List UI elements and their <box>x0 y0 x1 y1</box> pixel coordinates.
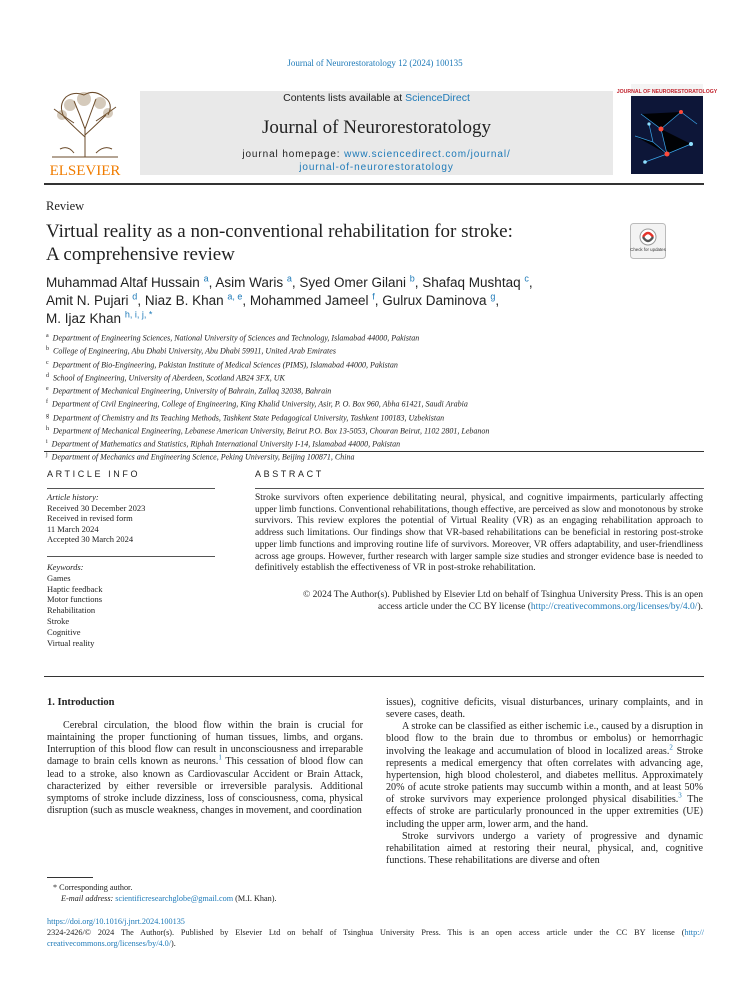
author-affiliation-marker[interactable]: c <box>524 273 529 284</box>
history-entry: 11 March 2024 <box>47 523 99 534</box>
contents-line <box>140 92 613 104</box>
affiliation-text: Department of Civil Engineering, College of Engineering, King Khalid University, Asir, P. O. Box 960, Abha 61421, Saudi Arabia <box>52 399 468 409</box>
paragraph-text: This cessation of blood flow can lead to a stroke, also known as Cardiovascular Accident or Brain Attack, characterized by either reversible or irreversible paralysis. Additional symptoms of stroke include dizziness, loss of consciousness, coma, physical disruption (such as muscle weakness, changes in movement, and coordination <box>47 756 364 817</box>
keywords-rule <box>47 556 215 557</box>
body-paragraph <box>386 721 703 830</box>
homepage-link-cont[interactable]: journal-of-neurorestoratology <box>299 162 454 173</box>
author-name[interactable]: Muhammad Altaf Hussain <box>46 275 200 290</box>
author-line <box>46 310 606 328</box>
affiliation-item <box>46 371 706 384</box>
issn-line: 2324-2426/© 2024 The Author(s). Published by Elsevier Ltd on behalf of Tsinghua University Press. This is an open access article under the CC BY license ( <box>47 928 685 937</box>
affiliation-text: Department of Engineering Sciences, National University of Sciences and Technology, Islamabad 44000, Pakistan <box>52 333 420 343</box>
journal-title: Journal of Neurorestoratology <box>262 117 491 138</box>
author-name[interactable]: Niaz B. Khan <box>144 293 224 308</box>
article-info-heading: ARTICLE INFO <box>47 469 141 479</box>
author-affiliation-marker[interactable]: a <box>203 273 209 284</box>
keywords-list <box>47 562 217 648</box>
article-title-line: Virtual reality as a non-conventional rehabilitation for stroke: <box>46 221 513 242</box>
affiliation-item <box>46 397 706 410</box>
affiliation-key: c <box>46 359 49 366</box>
author-name[interactable]: Asim Waris <box>215 275 284 290</box>
keyword: Cognitive <box>47 626 81 637</box>
abstract-copyright <box>255 590 703 613</box>
citation-link[interactable]: 1 <box>218 754 222 763</box>
affiliations-list <box>46 331 706 464</box>
abstract-heading: ABSTRACT <box>255 469 324 479</box>
author-name[interactable]: Gulrux Daminova <box>382 293 487 308</box>
affiliation-key: f <box>46 399 48 406</box>
affiliation-item <box>46 450 706 463</box>
footer-license-link-cont[interactable]: creativecommons.org/licenses/by/4.0/ <box>47 939 171 948</box>
keyword: Virtual reality <box>47 637 95 648</box>
affiliation-item <box>46 331 706 344</box>
citation-link[interactable]: 3 <box>678 791 682 800</box>
author-list <box>46 274 606 328</box>
email-label: E-mail address: <box>61 894 116 903</box>
journal-cover-image[interactable] <box>616 84 718 174</box>
author-separator: , <box>291 275 300 290</box>
paragraph-text: Stroke represents a medical emergency that often correlates with advancing age, hypertension, high blood cholesterol, and diabetes mellitus. Approximately 20% of acute stroke patients may succumb within a month, and at least 50% of stroke survivors may experience prolonged physical disabilities. <box>386 745 703 806</box>
affiliation-text: College of Engineering, Abu Dhabi University, Abu Dhabi 59911, United Arab Emirates <box>53 346 336 356</box>
copyright-end: ). <box>697 601 703 612</box>
section-rule <box>44 676 704 677</box>
abstract-rule <box>255 488 704 489</box>
journal-reference-link[interactable]: Journal of Neurorestoratology 12 (2024) 100135 <box>287 58 463 68</box>
body-paragraph: Stroke survivors undergo a variety of progressive and dynamic rehabilitation aimed at restoring their neural, physical, and, cognitive functions. These rehabilitations are diverse and often <box>386 830 703 867</box>
article-info-rule <box>47 488 215 489</box>
author-affiliation-marker[interactable]: h, i, j, * <box>124 309 153 320</box>
affiliation-item <box>46 424 706 437</box>
keyword: Games <box>47 572 71 583</box>
svg-text:Check for updates: Check for updates <box>630 247 666 252</box>
author-line <box>46 292 606 310</box>
author-line <box>46 274 606 292</box>
email-owner: (M.I. Khan). <box>233 894 277 903</box>
affiliation-key: d <box>46 372 49 379</box>
affiliation-key: a <box>46 333 49 339</box>
article-type: Review <box>46 199 85 213</box>
elsevier-logo <box>44 87 126 179</box>
journal-homepage <box>140 148 613 174</box>
copyright-line: access article under the CC BY license ( <box>377 601 531 612</box>
author-separator: , <box>528 275 533 290</box>
keywords-label: Keywords: <box>47 562 84 572</box>
author-separator: , <box>414 275 423 290</box>
affiliation-text: Department of Mathematics and Statistics, Riphah International University I-14, Islamabad 44000, Pakistan <box>51 439 401 449</box>
affiliation-item <box>46 344 706 357</box>
footer-license-link[interactable]: http:// <box>684 928 704 937</box>
email-link[interactable]: scientificresearchglobe@gmail.com <box>115 894 234 903</box>
abstract-text: Stroke survivors often experience debilitating neural, physical, and cognitive impairments, particularly affecting upper limb functions. Conventional rehabilitations, though effective, are perceived as slow and monotonous by stroke survivors. This review explores the potential of Virtual Reality (VR) as an engaging rehabilitation approach to address such limitations. Our findings show that VR-based rehabilitations can be beneficial in restoring post-stroke upper limb functions and improving routine life of survivors. Moreover, VR offers adaptability, and user-friendliness across age groups. However, further research with larger sample size studies and stronger evidence base is needed to definitively establish the effectiveness of VR in post-stroke rehabilitation. <box>255 493 703 574</box>
history-entry: Received in revised form <box>47 513 133 524</box>
author-separator: , <box>137 293 145 308</box>
doi-link[interactable]: https://doi.org/10.1016/j.jnrt.2024.100135 <box>47 917 185 926</box>
body-column-right <box>386 697 703 867</box>
author-affiliation-marker[interactable]: b <box>409 273 415 284</box>
footnote-rule <box>47 877 93 878</box>
history-entry: Accepted 30 March 2024 <box>47 534 134 545</box>
paragraph-text: A stroke can be classified as either ischemic i.e., caused by a disruption in blood flow to the brain due to thrombus or embolus) or hemorrhagic involving the leakage and accumulation of blood in localized areas. <box>386 721 703 757</box>
history-label: Article history: <box>47 492 99 502</box>
keyword: Stroke <box>47 615 70 626</box>
homepage-link[interactable]: www.sciencedirect.com/journal/ <box>344 149 511 160</box>
author-affiliation-marker[interactable]: f <box>372 291 375 302</box>
footnote <box>47 882 367 904</box>
affiliation-key: e <box>46 386 49 392</box>
affiliation-key: h <box>46 425 49 432</box>
svg-text:JOURNAL OF NEURORESTORATOLOGY: JOURNAL OF NEURORESTORATOLOGY <box>616 89 718 95</box>
article-title-line: A comprehensive review <box>46 244 235 265</box>
affiliation-text: Department of Chemistry and Its Teaching Methods, Tashkent State Pedagogical University, Tashkent 100183, Uzbekistan <box>53 413 445 423</box>
header-rule <box>44 183 704 185</box>
body-column-left <box>47 720 363 817</box>
body-paragraph <box>47 720 363 817</box>
affiliation-item <box>46 384 706 397</box>
article-history <box>47 492 217 545</box>
author-affiliation-marker[interactable]: a <box>286 273 292 284</box>
affiliation-text: Department of Mechanical Engineering, Lebanese American University, Beirut P.O. Box 13-5053, Chouran Beirut, 1102 2801, Lebanon <box>53 426 490 436</box>
affiliation-item <box>46 437 706 450</box>
copyright-line: © 2024 The Author(s). Published by Elsevier Ltd on behalf of Tsinghua University Press. This is an open <box>303 590 703 600</box>
section-rule <box>44 451 704 452</box>
keyword: Motor functions <box>47 594 103 605</box>
author-name[interactable]: M. Ijaz Khan <box>46 311 122 326</box>
author-affiliation-marker[interactable]: d <box>132 291 138 302</box>
author-affiliation-marker[interactable]: g <box>490 291 496 302</box>
article-footer <box>47 916 704 949</box>
author-separator: , <box>495 293 500 308</box>
author-separator: , <box>242 293 250 308</box>
check-for-updates-badge[interactable] <box>630 223 666 259</box>
article-title <box>46 220 586 266</box>
affiliation-text: Department of Mechanics and Engineering Science, Peking University, Beijing 100871, China <box>51 452 355 462</box>
introduction-heading: 1. Introduction <box>47 697 115 708</box>
keyword: Haptic feedback <box>47 583 103 594</box>
affiliation-item <box>46 411 706 424</box>
homepage-label: journal homepage: <box>242 149 345 160</box>
history-entry: Received 30 December 2023 <box>47 502 146 513</box>
affiliation-text: School of Engineering, University of Aberdeen, Scotland AB24 3FX, UK <box>53 373 285 383</box>
affiliation-key: i <box>46 439 48 445</box>
issn-end: ). <box>171 939 176 948</box>
author-separator: , <box>208 275 216 290</box>
author-separator: , <box>374 293 383 308</box>
affiliation-key: j <box>46 452 48 459</box>
author-name[interactable]: Amit N. Pujari <box>46 293 129 308</box>
citation-link[interactable]: 2 <box>669 743 673 752</box>
affiliation-text: Department of Bio-Engineering, Pakistan Institute of Medical Sciences (PIMS), Islamabad 44000, Pakistan <box>52 360 398 370</box>
affiliation-item <box>46 358 706 371</box>
contents-prefix: Contents lists available at <box>283 92 406 104</box>
author-name[interactable]: Shafaq Mushtaq <box>422 275 521 290</box>
sciencedirect-link[interactable]: ScienceDirect <box>405 92 470 104</box>
author-name[interactable]: Syed Omer Gilani <box>299 275 406 290</box>
paragraph-text: Cerebral circulation, the blood flow within the brain is crucial for maintaining the proper functioning of human tissues, limbs, and organs. Interruption of this blood flow can result in unconsciousness and irreparable damage to brain cells known as neurons. <box>47 720 363 768</box>
body-paragraph: issues), cognitive deficits, visual disturbances, urinary complaints, and in severe cases, death. <box>386 697 703 721</box>
corresponding-author-note: * Corresponding author. <box>53 883 133 892</box>
svg-text:ELSEVIER: ELSEVIER <box>49 163 121 179</box>
keyword: Rehabilitation <box>47 605 96 616</box>
affiliation-key: g <box>46 412 49 419</box>
affiliation-text: Department of Mechanical Engineering, University of Bahrain, Zallaq 32038, Bahrain <box>52 386 332 396</box>
paragraph-text: The effects of stroke are particularly pronounced in the upper extremities (UE) including the upper arm, lower arm, and the hand. <box>386 794 703 830</box>
affiliation-key: b <box>46 346 49 353</box>
author-name[interactable]: Mohammed Jameel <box>249 293 369 308</box>
license-link[interactable]: http://creativecommons.org/licenses/by/4.0/ <box>530 601 698 612</box>
author-affiliation-marker[interactable]: a, e <box>227 291 243 302</box>
